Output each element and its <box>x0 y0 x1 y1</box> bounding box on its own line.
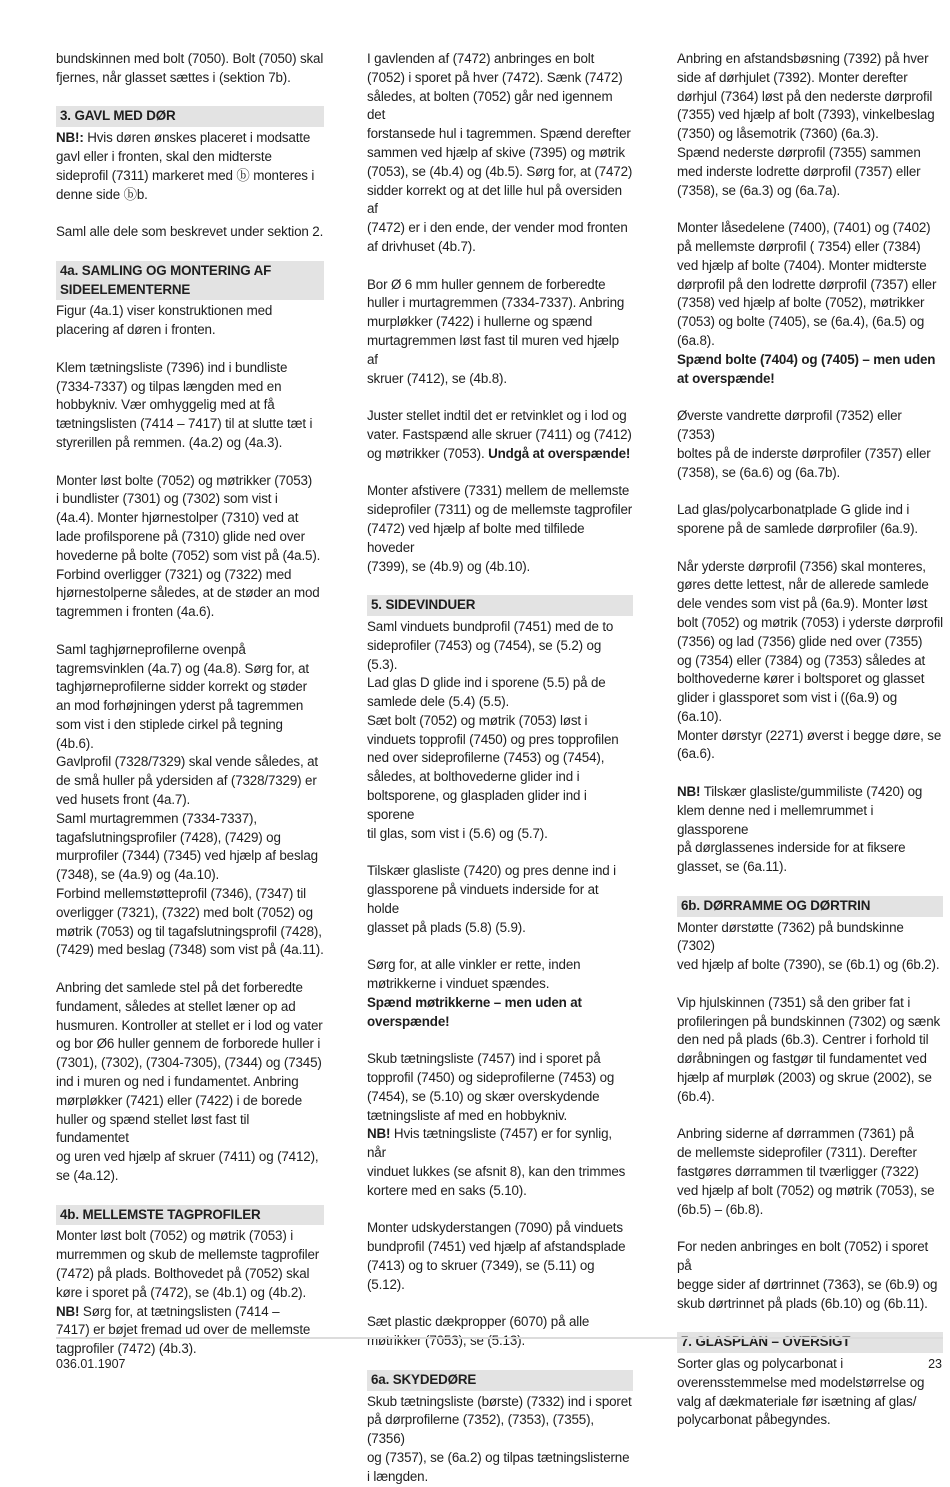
paragraph <box>677 783 943 877</box>
text-run: Monter løst bolt (7052) og møtrik (7053) i murremmen og skub de mellemste tagprofiler (7472) på plads. Bolthovedet på (7052) skal køre i sporet på (7472), se (4b.1) og (4b.2). <box>56 1228 320 1300</box>
paragraph: Monter afstivere (7331) mellem de mellemste sideprofiler (7311) og de mellemste tagprofiler (7472) ved hjælp af bolte med tilfilede hoveder (7399), se (4b.9) og (4b.10). <box>367 483 633 574</box>
paragraph: I gavlenden af (7472) anbringes en bolt (7052) i sporet på hver (7472). Sænk (7472) således, at bolten (7052) går ned igennem det forstansede hul i tagremmen. Spænd derefter sammen ved hjælp af skive (7395) og møtrik (7053), se (4b.4) og (4b.5). Sørg for, at (7472) sidder korrekt og at det lille hul på oversiden af (7472) er i den ende, der vender mod fronten af drivhuset (4b.7). <box>367 51 633 254</box>
column-right <box>677 50 943 1430</box>
bold-text: Spænd møtrikkerne – men uden at overspænde! <box>367 994 582 1029</box>
paragraph: Klem tætningsliste (7396) ind i bundliste (7334-7337) og tilpas længden med en hobbykniv. Vær omhyggelig med at få tætningslisten (7414 – 7417) til at slutte tæt i styrerillen på remmen. (4a.2) og (4a.3). <box>56 359 313 450</box>
bold-text: NB! <box>677 784 701 800</box>
paragraph <box>677 219 943 388</box>
section-heading: 3. GAVL MED DØR <box>56 106 324 127</box>
bold-text: NB! <box>56 1303 80 1319</box>
paragraph <box>56 1227 324 1359</box>
section-heading: 6a. SKYDEDØRE <box>367 1370 633 1391</box>
text-run: Hvis døren ønskes placeret i modsatte gavl eller i fronten, skal den midterste sideprofil (7311) markeret med ⓑ monteres i denne side ⓑb. <box>56 130 315 202</box>
bold-text: NB! <box>367 1126 391 1142</box>
paragraph: Anbring siderne af dørrammen (7361) på de mellemste sideprofiler (7311). Derefter fastgøres dørrammen til tværligger (7322) ved hjælp af bolt (7052) og møtrik (7053), se (6b.5) – (6b.8). <box>677 1126 935 1217</box>
paragraph: Bor Ø 6 mm huller gennem de forberedte huller i murtagremmen (7334-7337). Anbring murpløkker (7422) i hullerne og spænd murtagremmen løst fast til muren ved hjælp af skruer (7412), se (4b.8). <box>367 276 625 386</box>
text-run: Sørg for, at alle vinkler er rette, inden møtrikkerne i vinduet spændes. <box>367 957 581 992</box>
bold-text: Spænd bolte (7404) og (7405) – men uden at overspænde! <box>677 351 936 386</box>
paragraph <box>367 407 633 463</box>
paragraph: Saml vinduets bundprofil (7451) med de to sideprofiler (7453) og (7454), se (5.2) og (5.3). Lad glas D glide ind i sporene (5.5) på de samlede dele (5.4) (5.5). Sæt bolt (7052) og møtrik (7053) løst i vinduets topprofil (7450) og pres topprofilen ned over sideprofilerne (7453) og (7454), således, at bolthovederne glider ind i boltsporene, og glaspladen glider ind i sporene til glas, som vist i (5.6) og (5.7). <box>367 618 619 841</box>
paragraph: For neden anbringes en bolt (7052) i sporet på begge sider af dørtrinnet (7363), se (6b.9) og skub dørtrinnet på plads (6b.10) og (6b.11). <box>677 1239 938 1311</box>
paragraph: Vip hjulskinnen (7351) så den griber fat i profileringen på bundskinnen (7302) og sænk den ned på plads (6b.3). Centrer i forhold til døråbningen og fastgør til fundamentet ved hjælp af murpløk (2003) og skrue (2002), se (6b.4). <box>677 994 941 1104</box>
section-heading: 4a. SAMLING OG MONTERING AF SIDEELEMENTERNE <box>56 261 324 301</box>
section-heading: 7. GLASPLAN – OVERSIGT <box>677 1332 943 1353</box>
document-number: 036.01.1907 <box>56 1357 126 1371</box>
paragraph: Sæt plastic dækpropper (6070) på alle møtrikker (7053), se (5.13). <box>367 1314 590 1349</box>
text-run: Skub tætningsliste (7457) ind i sporet på topprofil (7450) og sideprofilerne (7453) og (7454), se (5.10) og skær overskydende tætningsliste af med en hobbykniv. <box>367 1051 615 1123</box>
paragraph: Tilskær glasliste (7420) og pres denne ind i glassporene på vinduets inderside for at holde glasset på plads (5.8) (5.9). <box>367 863 616 935</box>
column-middle <box>367 50 633 1487</box>
section-heading: 6b. DØRRAMME OG DØRTRIN <box>677 896 943 917</box>
paragraph: Anbring det samlede stel på det forberedte fundament, således at stellet læner op ad husmuren. Kontroller at stellet er i lod og vater og bor Ø6 huller gennem de forborede huller i (7301), (7302), (7304-7305), (7344) og (7345) ind i muren og ned i fundamentet. Anbring mørpløkker (7421) eller (7422) i de borede huller og spænd stellet løst fast til fundamentet og uren ved hjælp af skruer (7411) og (7412), se (4a.12). <box>56 980 323 1184</box>
paragraph: Saml alle dele som beskrevet under sektion 2. <box>56 224 324 240</box>
paragraph <box>367 956 633 1031</box>
text-run: Sørg for, at tætningslisten (7414 – 7417) er bøjet fremad ud over de mellemste tagprofiler (7472) (4b.3). <box>56 1303 311 1357</box>
paragraph: Saml taghjørneprofilerne ovenpå tagremsvinklen (4a.7) og (4a.8). Sørg for, at taghjørneprofilerne sidder korrekt og støder an mod forhøjningen yderst på tagremmen som vist i den stiplede cirkel på tegning (4b.6). Gavlprofil (7328/7329) skal vende således, at de små huller på ydersiden af (7328/7329) er ved husets front (4a.7). Saml murtagremmen (7334-7337), tagafslutningsprofiler (7428), (7429) og murprofiler (7344) (7345) ved hjælp af beslag (7348), se (4a.9) og (4a.10). Forbind mellemstøtteprofil (7346), (7347) til overligger (7321), (7322) med bolt (7052) og møtrik (7053) og til tagafslutningsprofil (7428), (7429) med beslag (7348) som vist på (4a.11). <box>56 641 324 958</box>
paragraph: bundskinnen med bolt (7050). Bolt (7050) skal fjernes, når glasset sættes i (sektion 7b). <box>56 51 324 85</box>
paragraph: Øverste vandrette dørprofil (7352) eller (7353) boltes på de inderste dørprofiler (7357) eller (7358), se (6a.6) og (6a.7b). <box>677 408 931 480</box>
paragraph: Skub tætningsliste (børste) (7332) ind i sporet på dørprofilerne (7352), (7353), (7355), (7356) og (7357), se (6a.2) og tilpas tætningslisterne i længden. <box>367 1393 632 1484</box>
paragraph: Figur (4a.1) viser konstruktionen med placering af døren i fronten. <box>56 303 273 338</box>
paragraph: Monter løst bolte (7052) og møtrikker (7053) i bundlister (7301) og (7302) som vist i (4a.4). Monter hjørnestolper (7310) ved at lade profilsporene på (7310) glide ned over hovederne på bolte (7052) som vist på (4a.5). Forbind overligger (7321) og (7322) med hjørnestolperne således, at de støder an mod tagremmen i fronten (4a.6). <box>56 472 321 620</box>
paragraph: Monter dørstøtte (7362) på bundskinne (7302) ved hjælp af bolte (7390), se (6b.1) og (6b.2). <box>677 919 940 973</box>
text-run: Hvis tætningsliste (7457) er for synlig, når vinduet lukkes (se afsnit 8), kan den trimmes kortere med en saks (5.10). <box>367 1126 626 1198</box>
paragraph: Sorter glas og polycarbonat i overensstemmelse med modelstørrelse og valg af dækmateriale før isætning af glas/ polycarbonat påbegyndes. <box>677 1355 925 1428</box>
paragraph: Anbring en afstandsbøsning (7392) på hver side af dørhjulet (7392). Monter derefter dørhjul (7364) løst på den nederste dørprofil (7355) ved hjælp af bolt (7393), vinkelbeslag (7350) og låsemotrik (7360) (6a.3). Spænd nederste dørprofil (7355) sammen med inderste lodrette dørprofil (7357) eller (7358), se (6a.3) og (6a.7a). <box>677 51 935 198</box>
column-left <box>56 50 324 1359</box>
paragraph <box>56 129 324 204</box>
footer-divider <box>56 1337 943 1339</box>
bold-text: NB!: <box>56 130 84 146</box>
text-run: Monter låsedelene (7400), (7401) og (7402) på mellemste dørprofil ( 7354) eller (7384) ved hjælp af bolte (7404). Monter midterste dørprofil på den lodrette dørprofil (7357) eller (7358) ved hjælp af bolte (7052), møtrikker (7053) og bolte (7405), se (6a.4), (6a.5) og (6a.8). <box>677 220 937 348</box>
paragraph: Monter udskyderstangen (7090) på vinduets bundprofil (7451) ved hjælp af afstandsplade (7413) og to skruer (7349), se (5.11) og (5.12). <box>367 1220 626 1292</box>
text-run: Tilskær glasliste/gummiliste (7420) og klem denne ned i mellemrummet i glassporene på dørglassenes inderside for at fiksere glasset, se (6a.11). <box>677 784 923 875</box>
section-heading: 4b. MELLEMSTE TAGPROFILER <box>56 1205 324 1226</box>
bold-text: Undgå at overspænde! <box>488 445 631 461</box>
page-number: 23 <box>928 1357 942 1371</box>
paragraph <box>367 1050 633 1200</box>
text-run: Juster stellet indtil det er retvinklet og i lod og vater. Fastspænd alle skruer (7411) og (7412) og møtrikker (7053). <box>367 408 632 461</box>
paragraph: Når yderste dørprofil (7356) skal monteres, gøres dette lettest, når de allerede samlede dele vendes som vist på (6a.9). Monter løst bolt (7052) og møtrik (7053) i yderste dørprofil (7356) og lad (7356) glide ned over (7355) og (7354) eller (7384) og (7353) således at bolthovederne kører i boltsporet og glasset glider i glassporet som vist i ((6a.9) og (6a.10). Monter dørstyr (2271) øverst i begge døre, se (6a.6). <box>677 558 943 762</box>
paragraph: Lad glas/polycarbonatplade G glide ind i sporene på de samlede dørprofiler (6a.9). <box>677 502 918 536</box>
section-heading: 5. SIDEVINDUER <box>367 595 633 616</box>
